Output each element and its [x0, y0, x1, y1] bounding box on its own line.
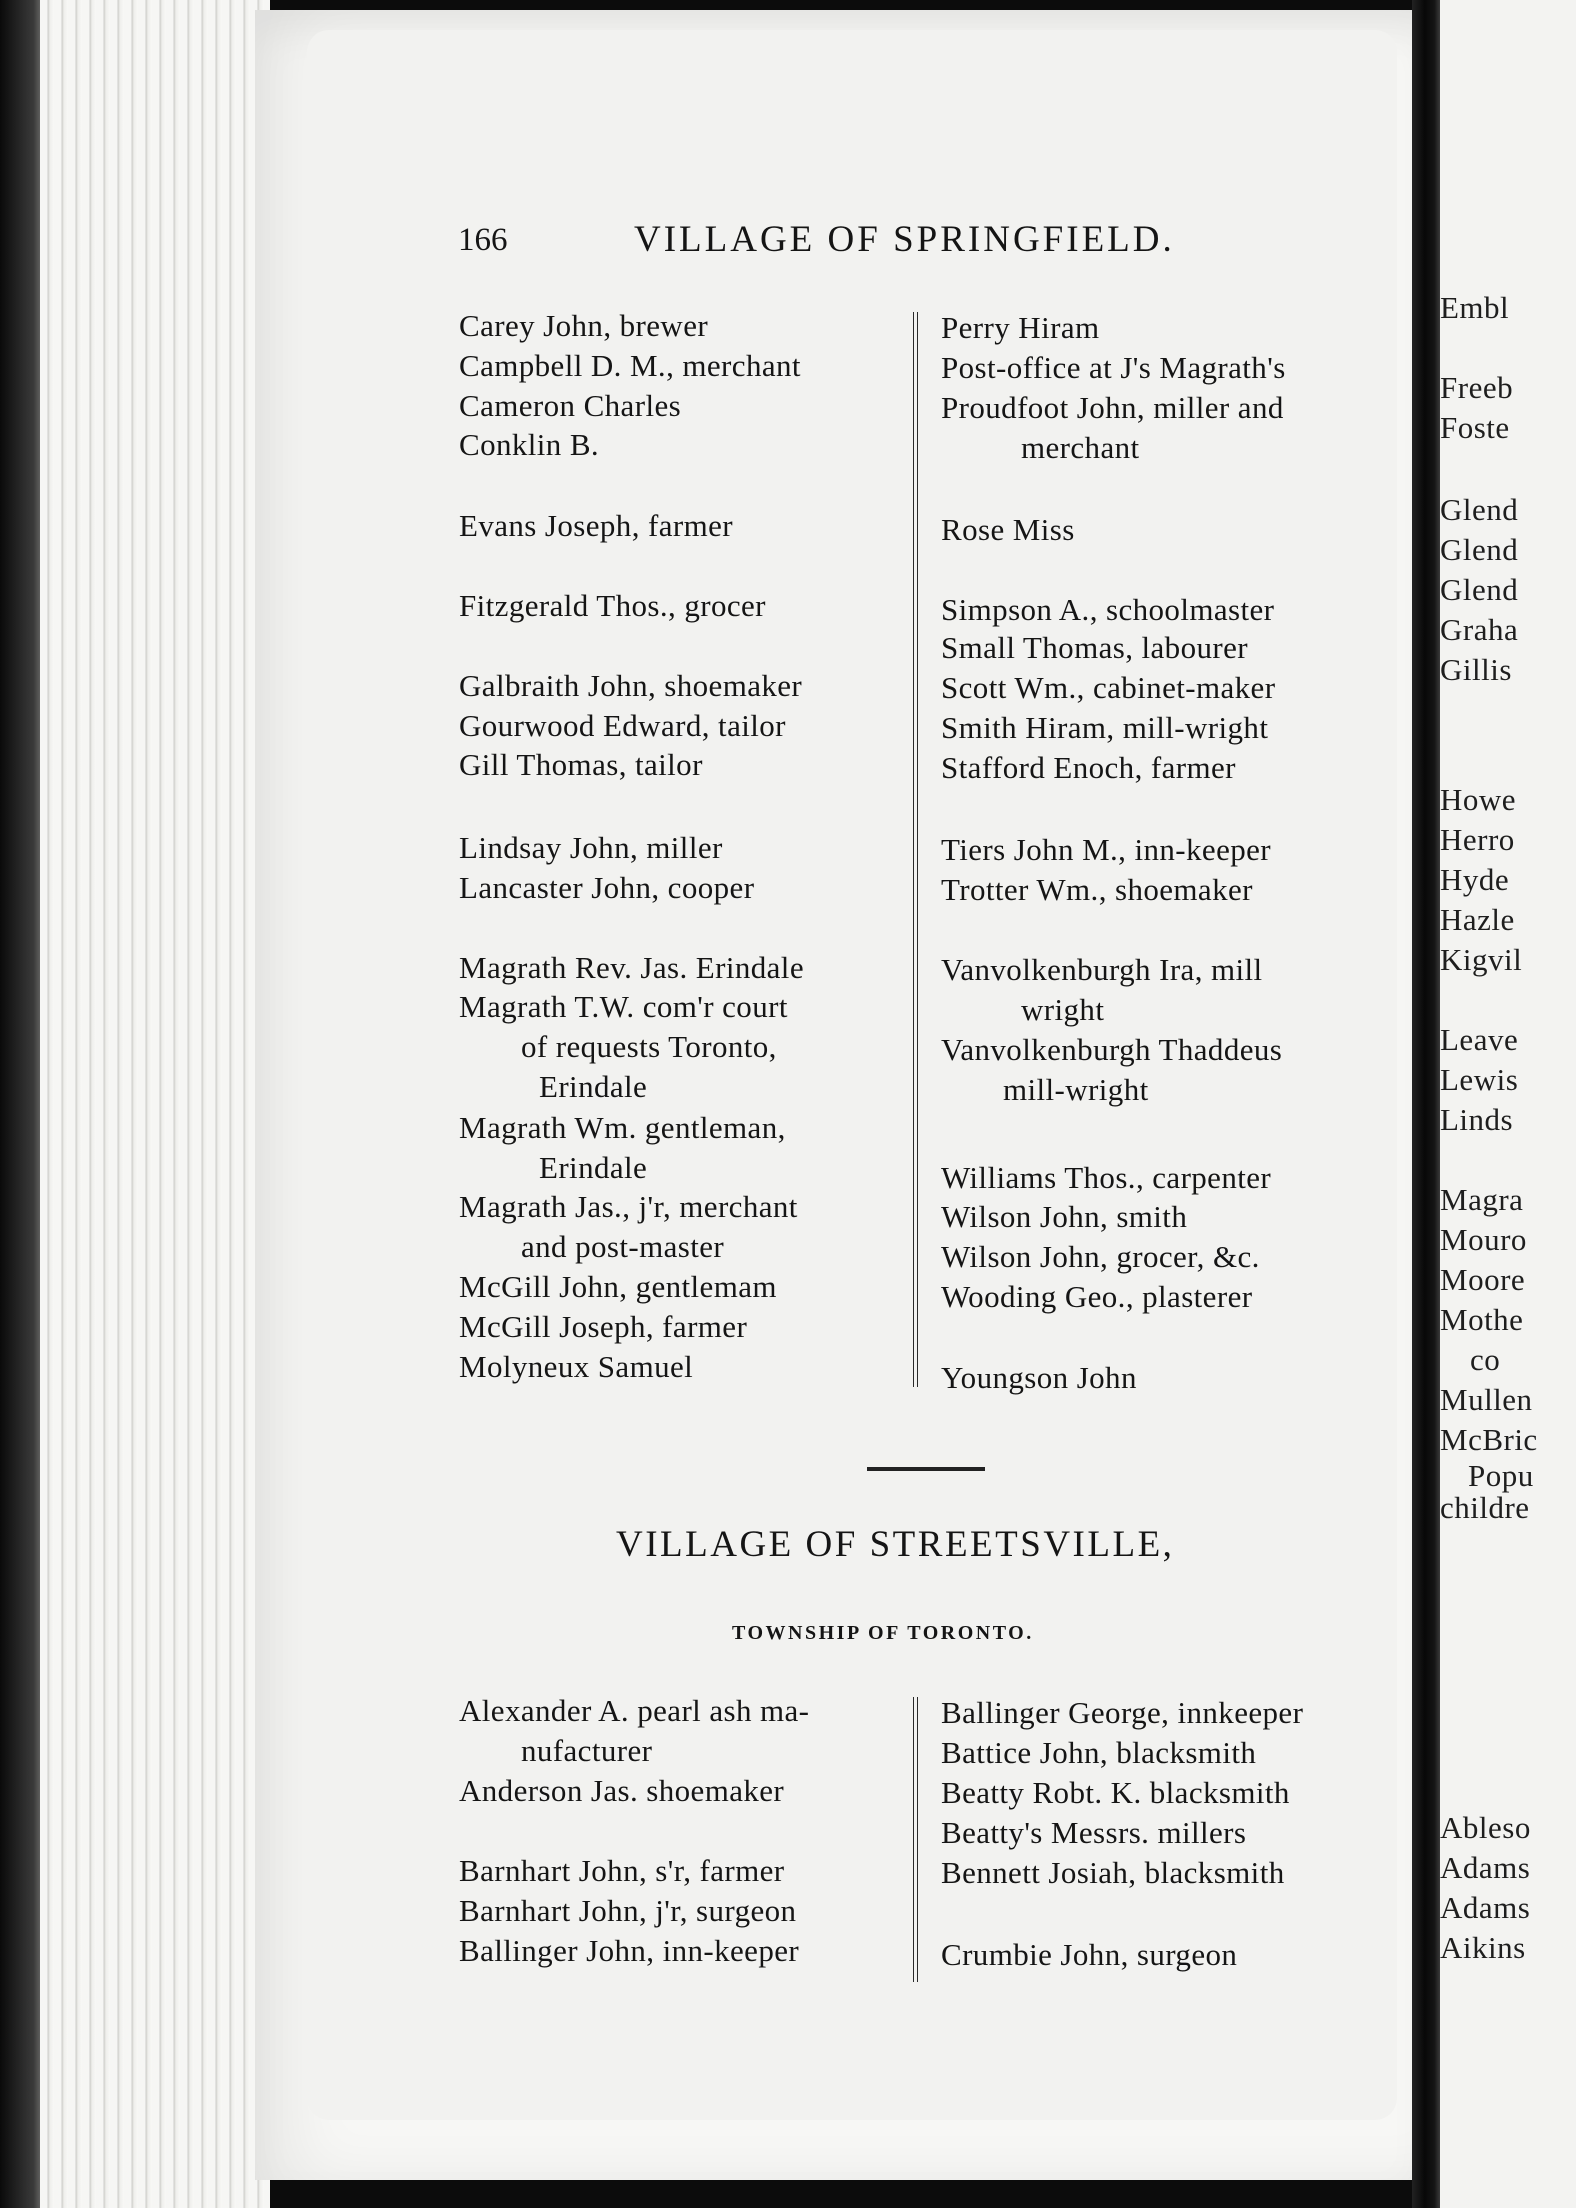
directory-entry: Barnhart John, j'r, surgeon	[459, 1893, 797, 1928]
facing-page-fragment: Freeb	[1440, 370, 1514, 405]
directory-entry: Simpson A., schoolmaster	[941, 592, 1275, 627]
directory-entry: Vanvolkenburgh Ira, mill	[941, 952, 1263, 987]
directory-entry: Evans Joseph, farmer	[459, 508, 733, 543]
facing-page-fragment: Howe	[1440, 782, 1517, 817]
directory-entry: Tiers John M., inn-keeper	[941, 832, 1272, 867]
page-title: VILLAGE OF SPRINGFIELD.	[634, 219, 1175, 260]
directory-entry: Smith Hiram, mill-wright	[941, 710, 1269, 745]
facing-page-fragment: Foste	[1440, 410, 1510, 445]
section-title: VILLAGE OF STREETSVILLE,	[616, 1524, 1175, 1565]
directory-entry: Cameron Charles	[459, 388, 682, 423]
facing-page-fragment: Lewis	[1440, 1062, 1519, 1097]
facing-page-fragment: Ableso	[1440, 1810, 1531, 1845]
directory-entry: Trotter Wm., shoemaker	[941, 872, 1253, 907]
directory-entry: Scott Wm., cabinet-maker	[941, 670, 1276, 705]
page-number: 166	[458, 222, 508, 258]
directory-entry: Wooding Geo., plasterer	[941, 1279, 1253, 1314]
directory-entry-continuation: Erindale	[539, 1150, 648, 1185]
facing-page-fragment: Adams	[1440, 1890, 1531, 1925]
facing-page-fragment: Hazle	[1440, 902, 1515, 937]
section-subtitle: TOWNSHIP OF TORONTO.	[732, 1622, 1034, 1644]
directory-entry: McGill John, gentlemam	[459, 1269, 777, 1304]
directory-entry: Stafford Enoch, farmer	[941, 750, 1236, 785]
facing-page-fragment: Linds	[1440, 1102, 1514, 1137]
facing-page-fragment: Leave	[1440, 1022, 1519, 1057]
facing-page-fragment: McBric	[1440, 1422, 1538, 1457]
facing-page-fragment: Kigvil	[1440, 942, 1523, 977]
directory-entry: Perry Hiram	[941, 310, 1100, 345]
directory-entry: Crumbie John, surgeon	[941, 1937, 1238, 1972]
directory-entry: Vanvolkenburgh Thaddeus	[941, 1032, 1283, 1067]
directory-entry: Bennett Josiah, blacksmith	[941, 1855, 1285, 1890]
facing-page	[1440, 0, 1576, 2208]
facing-page-fragment: Graha	[1440, 612, 1519, 647]
facing-page-fragment: Adams	[1440, 1850, 1531, 1885]
directory-entry-continuation: and post-master	[521, 1229, 725, 1264]
facing-page-fragment: Popu	[1468, 1458, 1534, 1493]
directory-entry: Ballinger George, innkeeper	[941, 1695, 1304, 1730]
column-divider	[913, 1697, 918, 1982]
facing-page-fragment: Glend	[1440, 492, 1519, 527]
directory-entry-continuation: wright	[1021, 992, 1105, 1027]
directory-entry: Beatty Robt. K. blacksmith	[941, 1775, 1290, 1810]
directory-entry-continuation: Erindale	[539, 1069, 648, 1104]
facing-page-fragment: Mullen	[1440, 1382, 1533, 1417]
facing-page-fragment: Aikins	[1440, 1930, 1526, 1965]
directory-entry: Fitzgerald Thos., grocer	[459, 588, 766, 623]
directory-entry: Williams Thos., carpenter	[941, 1160, 1272, 1195]
directory-entry: Gourwood Edward, tailor	[459, 708, 786, 743]
directory-entry: McGill Joseph, farmer	[459, 1309, 748, 1344]
directory-entry: Ballinger John, inn-keeper	[459, 1933, 800, 1968]
facing-page-fragment: Gillis	[1440, 652, 1512, 687]
directory-entry: Gill Thomas, tailor	[459, 747, 703, 782]
facing-page-fragment: Mouro	[1440, 1222, 1527, 1257]
directory-entry: Barnhart John, s'r, farmer	[459, 1853, 785, 1888]
directory-entry: Magrath Wm. gentleman,	[459, 1110, 786, 1145]
page-stack-edges	[40, 0, 270, 2208]
directory-entry: Battice John, blacksmith	[941, 1735, 1257, 1770]
springfield-right-column	[941, 306, 1381, 1406]
directory-entry-continuation: of requests Toronto,	[521, 1029, 777, 1064]
directory-entry: Campbell D. M., merchant	[459, 348, 801, 383]
facing-page-fragment: Embl	[1440, 290, 1510, 325]
facing-page-fragment: Glend	[1440, 532, 1519, 567]
directory-entry: Galbraith John, shoemaker	[459, 668, 803, 703]
facing-page-fragment: co	[1470, 1342, 1501, 1377]
directory-entry: Wilson John, grocer, &c.	[941, 1239, 1260, 1274]
directory-entry: Alexander A. pearl ash ma-	[459, 1693, 810, 1728]
column-divider	[913, 312, 918, 1387]
streetsville-right-column	[941, 1691, 1381, 1991]
directory-entry: Conklin B.	[459, 427, 600, 462]
directory-entry: Proudfoot John, miller and	[941, 390, 1284, 425]
springfield-left-column	[459, 306, 899, 1406]
facing-page-fragment: Glend	[1440, 572, 1519, 607]
section-rule	[867, 1467, 985, 1471]
directory-entry: Rose Miss	[941, 512, 1075, 547]
directory-entry: Lancaster John, cooper	[459, 870, 755, 905]
facing-page-fragment: Mothe	[1440, 1302, 1524, 1337]
facing-page-fragment: Herro	[1440, 822, 1515, 857]
directory-entry: Molyneux Samuel	[459, 1349, 694, 1384]
streetsville-left-column	[459, 1691, 899, 1991]
directory-entry: Carey John, brewer	[459, 308, 709, 343]
directory-entry-continuation: mill-wright	[1003, 1072, 1149, 1107]
directory-entry: Youngson John	[941, 1360, 1137, 1395]
directory-entry: Magrath T.W. com'r court	[459, 989, 788, 1024]
directory-entry: Post-office at J's Magrath's	[941, 350, 1286, 385]
facing-page-fragment: Hyde	[1440, 862, 1510, 897]
directory-entry-continuation: nufacturer	[521, 1733, 653, 1768]
facing-page-fragment: Magra	[1440, 1182, 1524, 1217]
directory-entry-continuation: merchant	[1021, 430, 1140, 465]
directory-entry: Small Thomas, labourer	[941, 630, 1248, 665]
directory-entry: Anderson Jas. shoemaker	[459, 1773, 785, 1808]
directory-entry: Magrath Rev. Jas. Erindale	[459, 950, 804, 985]
directory-entry: Magrath Jas., j'r, merchant	[459, 1189, 798, 1224]
facing-page-fragment: childre	[1440, 1490, 1530, 1525]
directory-entry: Beatty's Messrs. millers	[941, 1815, 1247, 1850]
facing-page-fragment: Moore	[1440, 1262, 1526, 1297]
directory-entry: Wilson John, smith	[941, 1199, 1188, 1234]
directory-entry: Lindsay John, miller	[459, 830, 723, 865]
